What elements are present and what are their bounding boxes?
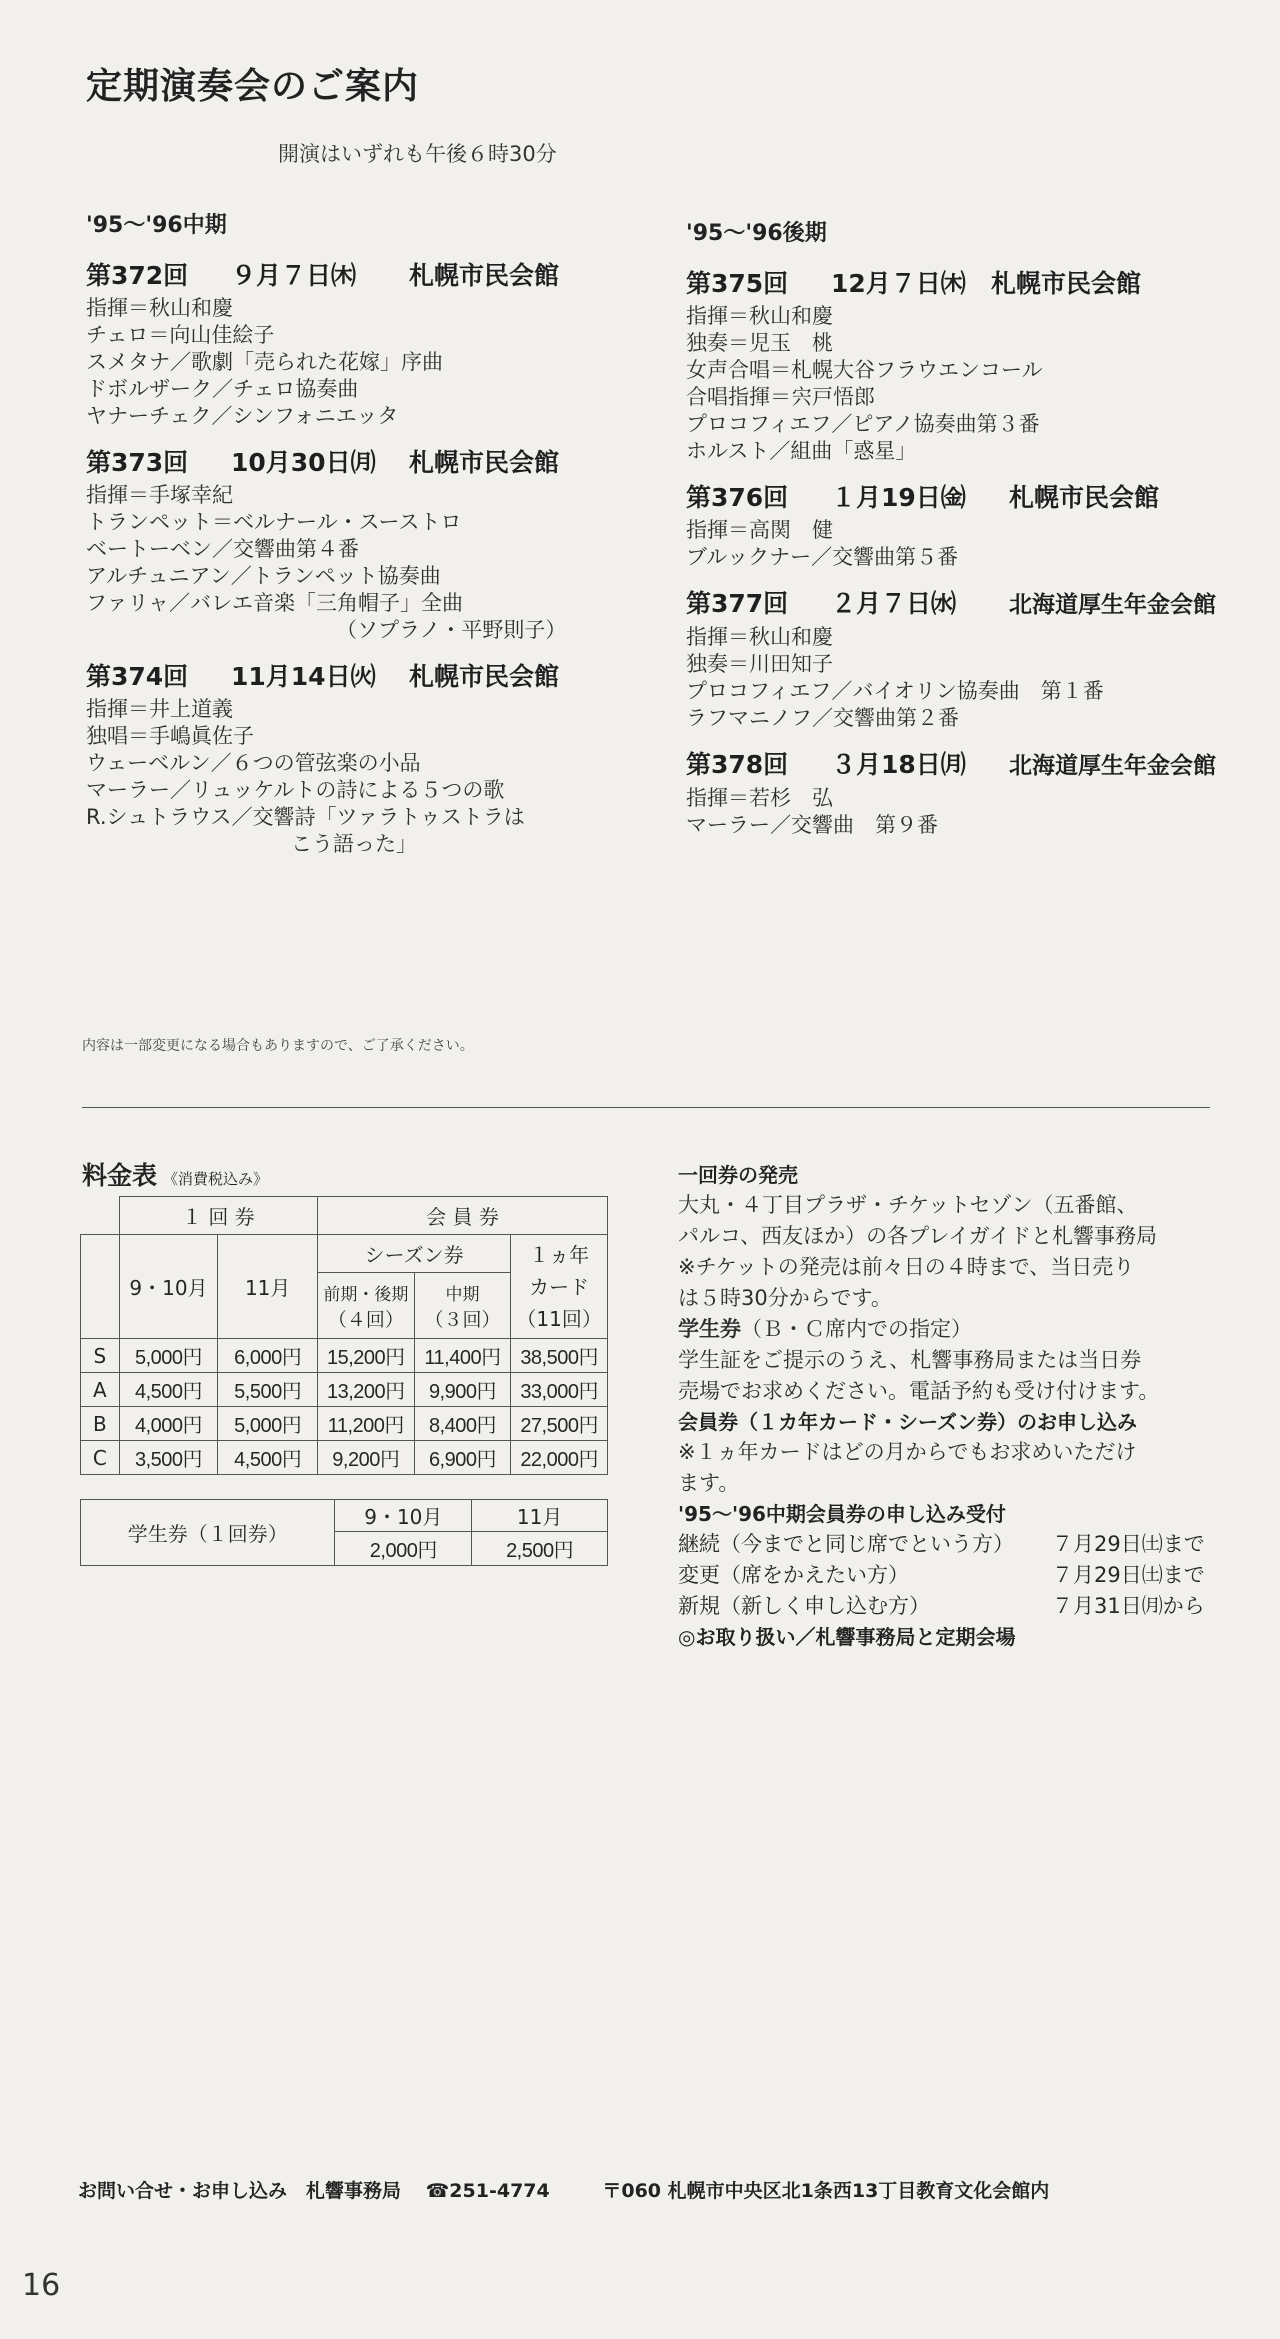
program-line: マーラー／リュッケルトの詩による５つの歌: [86, 778, 505, 802]
concert-venue: 札幌市民会館: [409, 662, 560, 691]
concert-376: [686, 479, 1246, 571]
program-line: 合唱指揮＝宍戸悟郎: [686, 385, 875, 409]
student-price-nov: 2,500円: [472, 1532, 608, 1566]
late-season-column: [686, 216, 1246, 853]
footer-contact: [78, 2176, 1049, 2203]
price-cell: 4,000円: [119, 1407, 218, 1441]
student-price-sep-oct: 2,000円: [335, 1532, 472, 1566]
price-cell: 38,500円: [511, 1339, 608, 1373]
price-cell: 6,000円: [218, 1339, 318, 1373]
program-line: トランペット＝ベルナール・スーストロ: [86, 510, 462, 534]
change-notice: 内容は一部変更になる場合もありますので、ご了承ください。: [82, 1038, 474, 1054]
program-line: R.シュトラウス／交響詩「ツァラトゥストラは: [86, 805, 525, 829]
price-heading: [82, 1156, 268, 1192]
info-line: ※１ヵ年カードはどの月からでもお求めいただけ: [678, 1440, 1137, 1464]
program-line: ホルスト／組曲「惑星」: [686, 439, 917, 463]
program-line: ドボルザーク／チェロ協奏曲: [86, 377, 359, 401]
program-line: 指揮＝秋山和慶: [686, 625, 833, 649]
student-price-table: [80, 1499, 608, 1566]
concert-date: ３月18日㈪: [831, 750, 966, 779]
price-title: 料金表: [82, 1161, 158, 1190]
price-table: [80, 1196, 608, 1475]
concert-375: [686, 265, 1246, 465]
program-line: プロコフィエフ／バイオリン協奏曲 第１番: [686, 679, 1104, 703]
page-title: 定期演奏会のご案内: [86, 66, 420, 107]
concert-374: [86, 658, 646, 858]
concert-373: [86, 444, 646, 644]
program-line: ファリャ／バレエ音楽「三角帽子」全曲: [86, 591, 463, 615]
concert-number: 第372回: [86, 261, 189, 290]
info-line: パルコ、西友ほか）の各プレイガイドと札響事務局: [678, 1224, 1158, 1248]
handling-note: ◎お取り扱い／札響事務局と定期会場: [678, 1625, 1016, 1649]
info-line: 大丸・４丁目プラザ・チケットセゾン（五番館、: [678, 1193, 1138, 1217]
start-time-note: 開演はいずれも午後６時30分: [278, 142, 557, 166]
contact-label: お問い合せ・お申し込み 札響事務局: [78, 2180, 402, 2202]
grade-label: A: [81, 1373, 120, 1407]
program-line: チェロ＝向山佳絵子: [86, 323, 275, 347]
concert-number: 第373回: [86, 448, 189, 477]
student-ticket-note: （Ｂ・Ｃ席内での指定）: [741, 1317, 972, 1341]
application-type: 変更（席をかえたい方）: [678, 1563, 909, 1587]
concert-date: ２月７日㈬: [831, 589, 957, 618]
concert-venue: 北海道厚生年金会館: [1009, 753, 1216, 779]
application-row: [678, 1560, 1218, 1591]
program-line: ラフマニノフ／交響曲第２番: [686, 706, 959, 730]
application-type: 継続（今までと同じ席でという方）: [678, 1532, 1014, 1556]
application-type: 新規（新しく申し込む方）: [678, 1594, 930, 1618]
program-line: ウェーベルン／６つの管弦楽の小品: [86, 751, 421, 775]
student-ticket-label: 学生券（１回券）: [81, 1500, 335, 1566]
concert-venue: 札幌市民会館: [1009, 483, 1160, 512]
info-line: ます。: [678, 1471, 740, 1495]
price-cell: 4,500円: [119, 1373, 218, 1407]
year-card-header: １ヵ年カード: [529, 1242, 590, 1299]
program-line: 指揮＝手塚幸紀: [86, 483, 233, 507]
early-late-count: （４回）: [327, 1308, 404, 1331]
price-cell: 5,500円: [218, 1373, 318, 1407]
program-line: 指揮＝若杉 弘: [686, 786, 833, 810]
period-label: '95〜'96後期: [686, 221, 827, 246]
concert-venue: 札幌市民会館: [409, 448, 560, 477]
grade-label: C: [81, 1441, 120, 1475]
application-row: [678, 1591, 1218, 1622]
mid-member-heading: '95〜'96中期会員券の申し込み受付: [678, 1502, 1006, 1526]
program-line: 独唱＝手嶋眞佐子: [86, 724, 254, 748]
concert-number: 第374回: [86, 662, 189, 691]
program-line: 独奏＝川田知子: [686, 652, 833, 676]
period-label: '95〜'96中期: [86, 213, 227, 238]
concert-number: 第377回: [686, 589, 789, 618]
concert-date: ９月７日㈭: [231, 261, 357, 290]
price-cell: 11,200円: [318, 1407, 415, 1441]
application-date: ７月29日㈯まで: [1052, 1532, 1205, 1556]
program-line: ヤナーチェク／シンフォニエッタ: [86, 404, 399, 428]
price-cell: 33,000円: [511, 1373, 608, 1407]
info-line: は５時30分からです。: [678, 1286, 892, 1310]
phone-number: ☎251-4774: [425, 2180, 550, 2202]
early-late-header: 前期・後期: [323, 1284, 409, 1305]
grade-label: B: [81, 1407, 120, 1441]
member-ticket-heading: 会員券（１カ年カード・シーズン券）のお申し込み: [678, 1410, 1137, 1434]
price-cell: 27,500円: [511, 1407, 608, 1441]
member-ticket-header: 会 員 券: [318, 1197, 608, 1235]
student-sep-oct-header: 9・10月: [335, 1500, 472, 1532]
concert-venue: 札幌市民会館: [991, 269, 1142, 298]
program-line: 指揮＝秋山和慶: [686, 304, 833, 328]
concert-372: [86, 257, 646, 430]
program-line: ベートーベン／交響曲第４番: [86, 537, 359, 561]
price-cell: 4,500円: [218, 1441, 318, 1475]
program-line: 指揮＝高関 健: [686, 518, 833, 542]
application-date: ７月31日㈪から: [1052, 1594, 1205, 1618]
mid-count: （３回）: [424, 1308, 501, 1331]
price-cell: 11,400円: [414, 1339, 511, 1373]
year-count: （11回）: [516, 1306, 602, 1331]
concert-venue: 北海道厚生年金会館: [1009, 592, 1216, 618]
season-ticket-header: シーズン券: [318, 1235, 511, 1273]
page-number: 16: [22, 2268, 61, 2303]
price-cell: 3,500円: [119, 1441, 218, 1475]
mid-season-column: [86, 208, 646, 872]
price-row: [81, 1339, 608, 1373]
program-line: マーラー／交響曲 第９番: [686, 813, 938, 837]
concert-date: 10月30日㈪: [231, 448, 376, 477]
price-row: [81, 1407, 608, 1441]
student-nov-header: 11月: [472, 1500, 608, 1532]
concert-377: [686, 585, 1246, 732]
concert-date: 12月７日㈭: [831, 269, 966, 298]
concert-number: 第375回: [686, 269, 789, 298]
price-cell: 13,200円: [318, 1373, 415, 1407]
program-line: こう語った」: [291, 832, 417, 856]
price-row: [81, 1441, 608, 1475]
program-line: 指揮＝秋山和慶: [86, 296, 233, 320]
program-line: （ソプラノ・平野則子）: [336, 618, 567, 642]
price-cell: 9,200円: [318, 1441, 415, 1475]
price-row: [81, 1373, 608, 1407]
mid-header: 中期: [445, 1284, 480, 1305]
program-line: スメタナ／歌劇「売られた花嫁」序曲: [86, 350, 443, 374]
price-cell: 15,200円: [318, 1339, 415, 1373]
concert-venue: 札幌市民会館: [409, 261, 560, 290]
concert-378: [686, 746, 1246, 839]
student-ticket-heading: 学生券: [678, 1317, 741, 1341]
nov-header: 11月: [218, 1235, 318, 1339]
price-cell: 5,000円: [218, 1407, 318, 1441]
program-line: 女声合唱＝札幌大谷フラウエンコール: [686, 358, 1043, 382]
price-cell: 6,900円: [414, 1441, 511, 1475]
program-line: プロコフィエフ／ピアノ協奏曲第３番: [686, 412, 1040, 436]
application-row: [678, 1529, 1218, 1560]
info-line: 売場でお求めください。電話予約も受け付けます。: [678, 1379, 1160, 1403]
tax-note: 《消費税込み》: [163, 1170, 269, 1188]
grade-label: S: [81, 1339, 120, 1373]
concert-date: 11月14日㈫: [231, 662, 376, 691]
ticket-info: [678, 1160, 1218, 1652]
price-cell: 8,400円: [414, 1407, 511, 1441]
office-address: 〒060 札幌市中央区北1条西13丁目教育文化会館内: [602, 2180, 1050, 2202]
program-line: 指揮＝井上道義: [86, 697, 233, 721]
program-line: アルチュニアン／トランペット協奏曲: [86, 564, 441, 588]
info-line: 学生証をご提示のうえ、札響事務局または当日券: [678, 1348, 1142, 1372]
concert-date: １月19日㈮: [831, 483, 966, 512]
application-date: ７月29日㈯まで: [1052, 1563, 1205, 1587]
price-cell: 9,900円: [414, 1373, 511, 1407]
info-line: ※チケットの発売は前々日の４時まで、当日売り: [678, 1255, 1135, 1279]
concert-number: 第376回: [686, 483, 789, 512]
concert-number: 第378回: [686, 750, 789, 779]
price-cell: 5,000円: [119, 1339, 218, 1373]
single-ticket-heading: 一回券の発売: [678, 1163, 798, 1187]
price-cell: 22,000円: [511, 1441, 608, 1475]
sep-oct-header: 9・10月: [119, 1235, 218, 1339]
single-ticket-header: １ 回 券: [119, 1197, 317, 1235]
program-line: ブルックナー／交響曲第５番: [686, 545, 959, 569]
divider: [82, 1107, 1210, 1108]
program-line: 独奏＝児玉 桃: [686, 331, 833, 355]
